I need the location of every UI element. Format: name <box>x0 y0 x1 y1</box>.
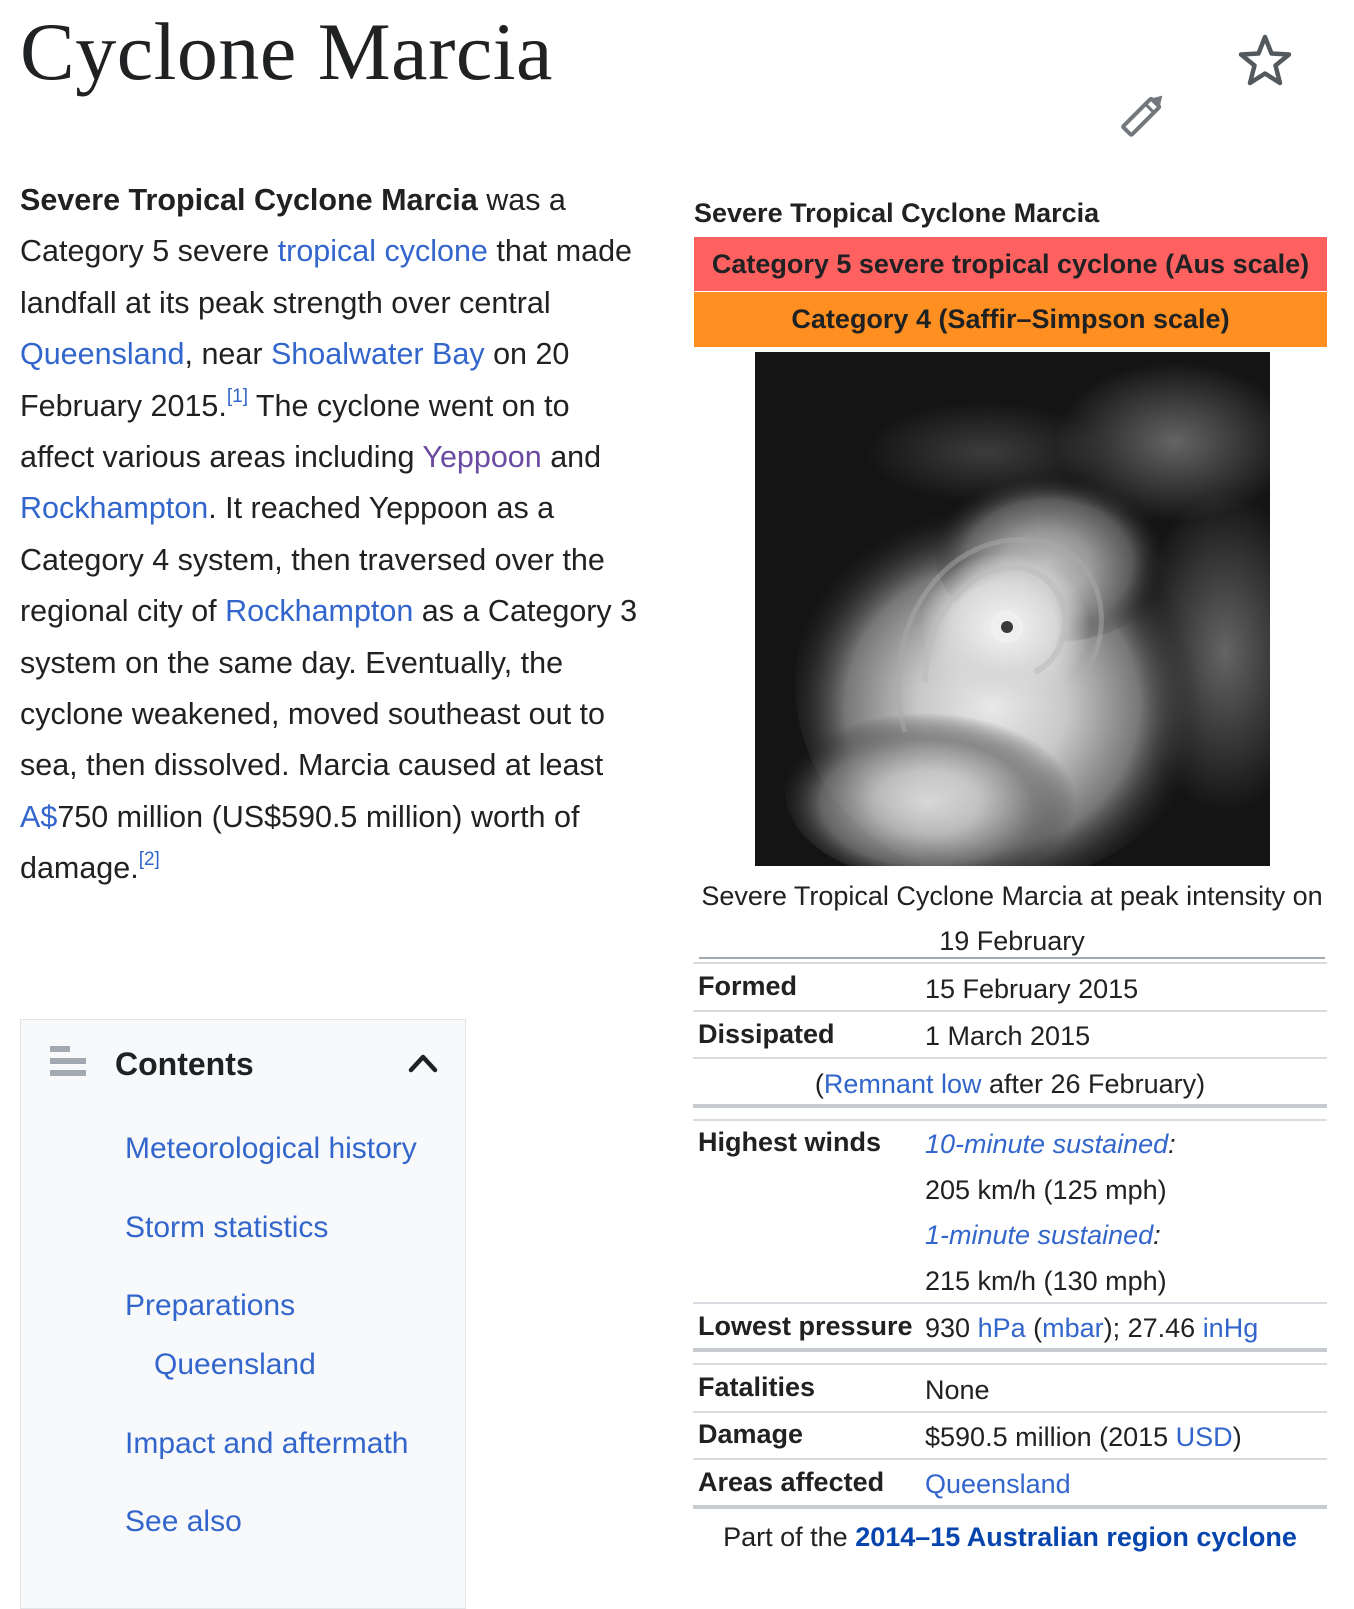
link-queensland-infobox[interactable]: Queensland <box>925 1469 1071 1499</box>
toc-item-see-also[interactable]: See also <box>125 1505 242 1538</box>
link-hpa[interactable]: hPa <box>977 1313 1026 1343</box>
chevron-up-icon[interactable] <box>405 1046 441 1078</box>
lead-text: , near <box>184 337 271 372</box>
winds-10min-link[interactable]: 10-minute sustained: <box>925 1129 1176 1159</box>
divider <box>693 962 1327 964</box>
winds-10min-value: 205 km/h (125 mph) <box>925 1175 1167 1205</box>
pressure-text: ( <box>1025 1313 1043 1343</box>
damage-value <box>925 1422 1242 1453</box>
dissipated-value: 1 March 2015 <box>925 1021 1091 1051</box>
part-of-text: Part of the <box>723 1522 856 1552</box>
reference-2[interactable]: [2] <box>138 849 160 871</box>
toc-item-queensland[interactable]: Queensland <box>154 1348 316 1381</box>
category-aus-scale-band: Category 5 severe tropical cyclone (Aus scale) <box>694 237 1327 291</box>
link-10-minute-sustained[interactable]: 10-minute sustained <box>925 1129 1169 1159</box>
areas-affected-value <box>925 1469 1071 1500</box>
part-of-season <box>693 1522 1327 1553</box>
remnant-text: after 26 February) <box>981 1069 1206 1099</box>
divider <box>699 957 1325 959</box>
list-icon <box>50 1046 86 1082</box>
fatalities-label: Fatalities <box>698 1372 816 1402</box>
link-shoalwater-bay[interactable]: Shoalwater Bay <box>270 337 485 372</box>
lowest-pressure-label: Lowest pressure <box>698 1311 913 1341</box>
divider <box>693 1010 1327 1012</box>
article-subject-bold: Severe Tropical Cyclone Marcia <box>20 183 478 217</box>
lead-text: The cyclone went on to affect various areas including <box>20 388 570 475</box>
link-rockhampton[interactable]: Rockhampton <box>20 491 209 526</box>
lead-text: 750 million (US$590.5 million) worth of damage. <box>20 799 580 886</box>
lead-text: and <box>541 440 602 475</box>
link-australian-dollar[interactable]: A$ <box>20 799 58 834</box>
image-caption: Severe Tropical Cyclone Marcia at peak intensity on 19 February <box>701 881 1323 956</box>
link-mbar[interactable]: mbar <box>1042 1313 1104 1343</box>
link-1-minute-sustained[interactable]: 1-minute sustained <box>925 1220 1154 1250</box>
dissipated-label: Dissipated <box>698 1019 835 1049</box>
toc-item-meteorological-history[interactable]: Meteorological history <box>125 1132 417 1165</box>
divider <box>693 1057 1327 1059</box>
toc-heading: Contents <box>115 1046 254 1082</box>
pencil-edit-icon[interactable] <box>1114 86 1174 142</box>
lead-text: that made landfall at its peak strength over central <box>20 234 633 320</box>
cyclone-satellite-image[interactable] <box>755 352 1270 866</box>
highest-winds-label: Highest winds <box>698 1127 882 1157</box>
link-remnant-low[interactable]: Remnant low <box>823 1069 982 1099</box>
lead-text: was a Category 5 severe <box>20 183 566 269</box>
remnant-paren: ( <box>814 1069 824 1099</box>
damage-text: ) <box>1232 1422 1242 1452</box>
formed-value: 15 February 2015 <box>925 974 1139 1004</box>
page-title: Cyclone Marcia <box>20 6 553 97</box>
damage-label: Damage <box>698 1419 804 1449</box>
lead-text: . It reached Yeppoon as a Category 4 system, then traversed over the regional city of <box>20 491 605 629</box>
toc-item-storm-statistics[interactable]: Storm statistics <box>125 1211 329 1244</box>
link-cyclone-season[interactable]: 2014–15 Australian region cyclone <box>855 1522 1297 1552</box>
toc-item-impact-and-aftermath[interactable]: Impact and aftermath <box>125 1427 409 1460</box>
reference-1[interactable]: [1] <box>226 386 248 408</box>
remnant-note <box>693 1069 1327 1100</box>
winds-1min-link[interactable]: 1-minute sustained: <box>925 1220 1161 1250</box>
link-tropical-cyclone[interactable]: tropical cyclone <box>277 234 488 269</box>
link-inhg[interactable]: inHg <box>1202 1313 1259 1343</box>
lowest-pressure-value <box>925 1313 1258 1344</box>
divider <box>693 1411 1327 1413</box>
divider <box>693 1302 1327 1304</box>
table-of-contents <box>20 1019 466 1609</box>
section-divider <box>693 1348 1327 1352</box>
infobox-title: Severe Tropical Cyclone Marcia <box>694 198 1100 228</box>
link-yeppoon[interactable]: Yeppoon <box>422 440 542 475</box>
link-usd[interactable]: USD <box>1175 1422 1233 1452</box>
pressure-text: 930 <box>925 1313 978 1343</box>
lead-paragraph <box>20 175 640 895</box>
pressure-text: ); 27.46 <box>1103 1313 1203 1343</box>
category-saffir-simpson-band: Category 4 (Saffir–Simpson scale) <box>694 292 1327 347</box>
divider <box>693 1119 1327 1121</box>
winds-1min-value: 215 km/h (130 mph) <box>925 1266 1167 1296</box>
formed-label: Formed <box>698 971 798 1001</box>
section-divider <box>693 1104 1327 1108</box>
section-divider <box>693 1505 1327 1509</box>
lead-text: as a Category 3 system on the same day. Eventually, the cyclone weakened, moved southeast out to sea, then dissolved. Marcia caused at least <box>20 594 638 783</box>
areas-affected-label: Areas affected <box>698 1467 885 1497</box>
watch-star-icon[interactable] <box>1236 32 1294 90</box>
toc-item-preparations[interactable]: Preparations <box>125 1289 296 1322</box>
link-rockhampton-2[interactable]: Rockhampton <box>225 594 414 629</box>
damage-text: $590.5 million (2015 <box>925 1422 1176 1452</box>
link-queensland[interactable]: Queensland <box>20 337 185 372</box>
lead-text: on 20 February 2015. <box>20 337 570 423</box>
fatalities-value: None <box>925 1375 990 1405</box>
divider <box>693 1458 1327 1460</box>
divider <box>693 1363 1327 1365</box>
